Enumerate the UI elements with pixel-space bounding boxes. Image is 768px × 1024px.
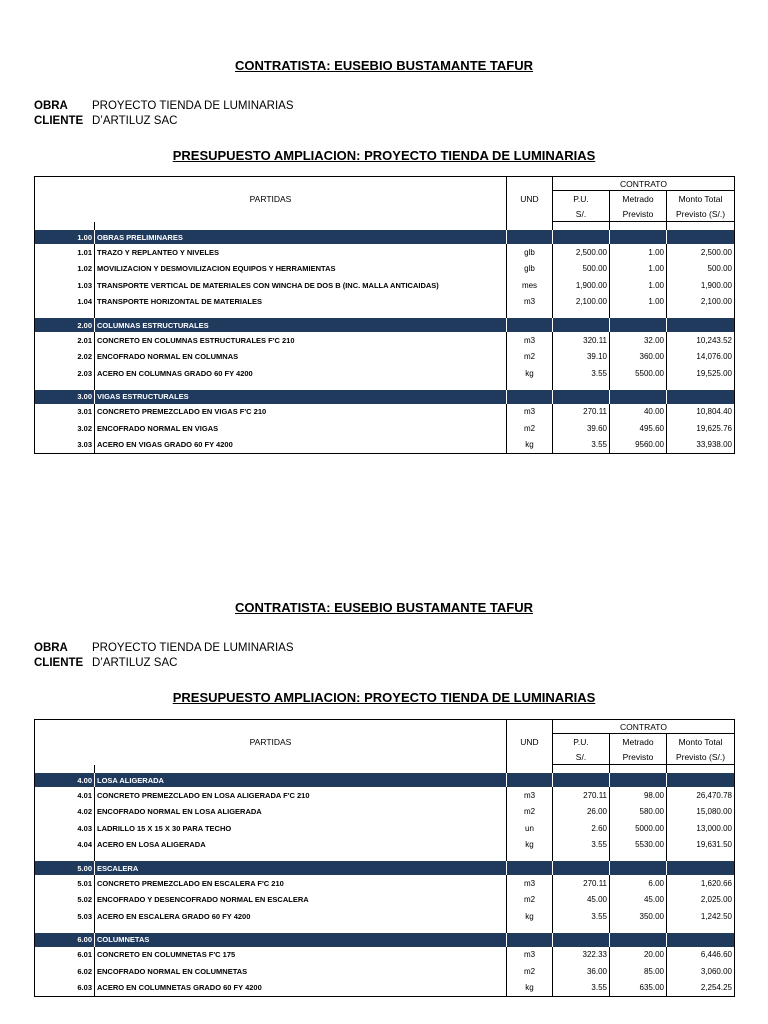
gap-cell <box>95 382 507 390</box>
item-description: LADRILLO 15 X 15 X 30 PARA TECHO <box>95 820 507 837</box>
item-code: 2.03 <box>35 365 95 382</box>
section-code: 5.00 <box>35 861 95 875</box>
gap-cell <box>95 853 507 861</box>
section-empty-cell <box>553 230 610 244</box>
section-empty-cell <box>610 933 667 947</box>
item-description: CONCRETO EN COLUMNAS ESTRUCTURALES F'C 210 <box>95 332 507 349</box>
table-row <box>35 980 735 997</box>
item-quantity: 5530.00 <box>610 837 667 854</box>
gap-cell <box>553 853 610 861</box>
spacer-cell <box>553 222 610 231</box>
header-metrado-sub: Previsto <box>610 749 667 765</box>
item-description: CONCRETO PREMEZCLADO EN ESCALERA F'C 210 <box>95 875 507 892</box>
table-row <box>35 261 735 278</box>
table-row <box>35 908 735 925</box>
header-pu-unit: S/. <box>553 749 610 765</box>
obra-label: OBRA <box>34 642 68 654</box>
section-empty-cell <box>507 318 553 332</box>
spacer-cell <box>553 765 610 774</box>
gap-cell <box>507 382 553 390</box>
section-empty-cell <box>667 933 735 947</box>
spacer-cell <box>95 222 507 231</box>
item-total: 6,446.60 <box>667 947 735 964</box>
item-unit-price: 322.33 <box>553 947 610 964</box>
contractor-title: CONTRATISTA: EUSEBIO BUSTAMANTE TAFUR <box>234 600 534 615</box>
spacer-cell <box>35 222 95 231</box>
item-quantity: 1.00 <box>610 244 667 261</box>
item-code: 5.01 <box>35 875 95 892</box>
gap-cell <box>667 382 735 390</box>
section-empty-cell <box>553 933 610 947</box>
obra-value: PROYECTO TIENDA DE LUMINARIAS <box>92 100 294 112</box>
item-total: 1,620.66 <box>667 875 735 892</box>
item-unit-price: 26.00 <box>553 804 610 821</box>
section-row <box>35 390 735 404</box>
item-total: 13,000.00 <box>667 820 735 837</box>
item-total: 2,100.00 <box>667 294 735 311</box>
section-row <box>35 861 735 875</box>
item-unit: glb <box>507 244 553 261</box>
item-code: 3.01 <box>35 404 95 421</box>
section-empty-cell <box>610 861 667 875</box>
item-quantity: 5000.00 <box>610 820 667 837</box>
item-total: 10,804.40 <box>667 404 735 421</box>
gap-cell <box>553 925 610 933</box>
budget-title: PRESUPUESTO AMPLIACION: PROYECTO TIENDA DE LUMINARIAS <box>172 148 596 163</box>
item-quantity: 45.00 <box>610 892 667 909</box>
item-unit-price: 3.55 <box>553 908 610 925</box>
item-description: TRAZO Y REPLANTEO Y NIVELES <box>95 244 507 261</box>
item-quantity: 6.00 <box>610 875 667 892</box>
item-unit: m3 <box>507 294 553 311</box>
header-metrado-sub: Previsto <box>610 206 667 222</box>
header-pu-unit: S/. <box>553 206 610 222</box>
gap-cell <box>553 382 610 390</box>
header-contrato: CONTRATO <box>553 177 735 191</box>
item-unit: kg <box>507 365 553 382</box>
item-description: ENCOFRADO NORMAL EN VIGAS <box>95 420 507 437</box>
item-unit-price: 500.00 <box>553 261 610 278</box>
gap-cell <box>35 310 95 318</box>
header-monto-sub: Previsto (S/.) <box>667 749 735 765</box>
table-row <box>35 365 735 382</box>
section-row <box>35 933 735 947</box>
item-unit: kg <box>507 837 553 854</box>
section-empty-cell <box>553 390 610 404</box>
spacer-cell <box>95 765 507 774</box>
item-unit-price: 45.00 <box>553 892 610 909</box>
item-unit: un <box>507 820 553 837</box>
section-code: 1.00 <box>35 230 95 244</box>
item-unit: kg <box>507 980 553 997</box>
section-empty-cell <box>507 230 553 244</box>
item-quantity: 1.00 <box>610 261 667 278</box>
section-code: 6.00 <box>35 933 95 947</box>
item-total: 1,242.50 <box>667 908 735 925</box>
spacer-cell <box>610 222 667 231</box>
item-total: 1,900.00 <box>667 277 735 294</box>
item-unit: glb <box>507 261 553 278</box>
header-monto: Monto Total <box>667 191 735 207</box>
section-empty-cell <box>667 861 735 875</box>
item-total: 15,080.00 <box>667 804 735 821</box>
item-code: 3.03 <box>35 437 95 454</box>
table-row <box>35 947 735 964</box>
item-description: ENCOFRADO NORMAL EN LOSA ALIGERADA <box>95 804 507 821</box>
item-unit-price: 1,900.00 <box>553 277 610 294</box>
gap-cell <box>35 853 95 861</box>
item-unit: mes <box>507 277 553 294</box>
item-code: 6.01 <box>35 947 95 964</box>
item-quantity: 40.00 <box>610 404 667 421</box>
item-unit: m3 <box>507 875 553 892</box>
gap-cell <box>507 853 553 861</box>
item-total: 14,076.00 <box>667 349 735 366</box>
item-code: 5.02 <box>35 892 95 909</box>
section-empty-cell <box>667 230 735 244</box>
gap-cell <box>553 310 610 318</box>
section-empty-cell <box>610 230 667 244</box>
header-partidas: PARTIDAS <box>35 177 507 222</box>
item-unit: kg <box>507 908 553 925</box>
item-unit: m3 <box>507 332 553 349</box>
item-quantity: 360.00 <box>610 349 667 366</box>
project-info <box>34 99 294 129</box>
item-description: ACERO EN ESCALERA GRADO 60 FY 4200 <box>95 908 507 925</box>
spacer-cell <box>507 222 553 231</box>
item-total: 2,500.00 <box>667 244 735 261</box>
gap-cell <box>35 925 95 933</box>
gap-cell <box>667 925 735 933</box>
section-name: ESCALERA <box>95 861 507 875</box>
item-unit-price: 36.00 <box>553 963 610 980</box>
item-code: 1.03 <box>35 277 95 294</box>
item-code: 4.03 <box>35 820 95 837</box>
section-empty-cell <box>667 773 735 787</box>
item-total: 19,631.50 <box>667 837 735 854</box>
item-total: 26,470.78 <box>667 787 735 804</box>
section-name: LOSA ALIGERADA <box>95 773 507 787</box>
table-row <box>35 294 735 311</box>
header-metrado: Metrado <box>610 191 667 207</box>
item-quantity: 32.00 <box>610 332 667 349</box>
section-name: COLUMNAS ESTRUCTURALES <box>95 318 507 332</box>
item-total: 3,060.00 <box>667 963 735 980</box>
gap-cell <box>667 310 735 318</box>
item-quantity: 5500.00 <box>610 365 667 382</box>
section-name: OBRAS PRELIMINARES <box>95 230 507 244</box>
spacer-cell <box>507 765 553 774</box>
item-quantity: 9560.00 <box>610 437 667 454</box>
header-monto: Monto Total <box>667 734 735 750</box>
header-metrado: Metrado <box>610 734 667 750</box>
section-empty-cell <box>610 773 667 787</box>
item-quantity: 1.00 <box>610 294 667 311</box>
item-unit-price: 270.11 <box>553 787 610 804</box>
item-unit: m2 <box>507 420 553 437</box>
section-row <box>35 318 735 332</box>
item-code: 2.02 <box>35 349 95 366</box>
item-description: ACERO EN COLUMNETAS GRADO 60 FY 4200 <box>95 980 507 997</box>
budget-title: PRESUPUESTO AMPLIACION: PROYECTO TIENDA DE LUMINARIAS <box>172 690 596 705</box>
table-row <box>35 787 735 804</box>
item-unit: m3 <box>507 787 553 804</box>
item-quantity: 580.00 <box>610 804 667 821</box>
table-row <box>35 332 735 349</box>
budget-table <box>34 719 735 997</box>
item-unit-price: 3.55 <box>553 437 610 454</box>
obra-label: OBRA <box>34 100 68 112</box>
item-unit: m2 <box>507 963 553 980</box>
item-description: ENCOFRADO NORMAL EN COLUMNAS <box>95 349 507 366</box>
item-total: 2,025.00 <box>667 892 735 909</box>
item-description: ACERO EN LOSA ALIGERADA <box>95 837 507 854</box>
item-total: 19,525.00 <box>667 365 735 382</box>
item-unit-price: 39.10 <box>553 349 610 366</box>
section-row <box>35 773 735 787</box>
table-row <box>35 420 735 437</box>
section-empty-cell <box>553 773 610 787</box>
item-description: TRANSPORTE VERTICAL DE MATERIALES CON WINCHA DE DOS B (INC. MALLA ANTICAIDAS) <box>95 277 507 294</box>
item-total: 10,243.52 <box>667 332 735 349</box>
item-unit: m2 <box>507 349 553 366</box>
item-total: 500.00 <box>667 261 735 278</box>
item-description: ACERO EN COLUMNAS GRADO 60 FY 4200 <box>95 365 507 382</box>
section-empty-cell <box>507 861 553 875</box>
section-code: 4.00 <box>35 773 95 787</box>
spacer-cell <box>35 765 95 774</box>
contractor-title: CONTRATISTA: EUSEBIO BUSTAMANTE TAFUR <box>234 58 534 73</box>
section-code: 3.00 <box>35 390 95 404</box>
item-code: 1.02 <box>35 261 95 278</box>
item-unit: m3 <box>507 947 553 964</box>
table-row <box>35 404 735 421</box>
item-description: ENCOFRADO Y DESENCOFRADO NORMAL EN ESCALERA <box>95 892 507 909</box>
item-unit-price: 39.60 <box>553 420 610 437</box>
item-code: 4.01 <box>35 787 95 804</box>
gap-cell <box>95 925 507 933</box>
section-empty-cell <box>507 390 553 404</box>
item-unit-price: 2,100.00 <box>553 294 610 311</box>
budget-table <box>34 176 735 454</box>
item-quantity: 350.00 <box>610 908 667 925</box>
item-description: ENCOFRADO NORMAL EN COLUMNETAS <box>95 963 507 980</box>
item-quantity: 98.00 <box>610 787 667 804</box>
table-row <box>35 837 735 854</box>
item-code: 4.02 <box>35 804 95 821</box>
item-quantity: 635.00 <box>610 980 667 997</box>
section-empty-cell <box>667 318 735 332</box>
cliente-label: CLIENTE <box>34 657 84 669</box>
header-pu: P.U. <box>553 734 610 750</box>
header-pu: P.U. <box>553 191 610 207</box>
gap-cell <box>610 310 667 318</box>
table-row <box>35 963 735 980</box>
table-row <box>35 277 735 294</box>
item-unit-price: 2,500.00 <box>553 244 610 261</box>
item-code: 1.01 <box>35 244 95 261</box>
cliente-value: D’ARTILUZ SAC <box>92 115 178 127</box>
table-row <box>35 892 735 909</box>
header-partidas: PARTIDAS <box>35 720 507 765</box>
item-description: CONCRETO EN COLUMNETAS F'C 175 <box>95 947 507 964</box>
gap-cell <box>507 925 553 933</box>
section-empty-cell <box>507 773 553 787</box>
item-code: 6.02 <box>35 963 95 980</box>
item-unit-price: 270.11 <box>553 404 610 421</box>
section-empty-cell <box>667 390 735 404</box>
gap-cell <box>95 310 507 318</box>
item-unit-price: 3.55 <box>553 980 610 997</box>
item-unit: m3 <box>507 404 553 421</box>
item-total: 33,938.00 <box>667 437 735 454</box>
gap-cell <box>667 853 735 861</box>
item-quantity: 495.60 <box>610 420 667 437</box>
item-description: TRANSPORTE HORIZONTAL DE MATERIALES <box>95 294 507 311</box>
item-code: 4.04 <box>35 837 95 854</box>
item-code: 2.01 <box>35 332 95 349</box>
table-row <box>35 820 735 837</box>
cliente-value: D’ARTILUZ SAC <box>92 657 178 669</box>
item-unit: kg <box>507 437 553 454</box>
section-name: COLUMNETAS <box>95 933 507 947</box>
item-total: 19,625.76 <box>667 420 735 437</box>
item-unit-price: 2.60 <box>553 820 610 837</box>
header-und: UND <box>507 177 553 222</box>
table-row <box>35 349 735 366</box>
item-quantity: 85.00 <box>610 963 667 980</box>
item-total: 2,254.25 <box>667 980 735 997</box>
section-empty-cell <box>507 933 553 947</box>
item-unit-price: 320.11 <box>553 332 610 349</box>
gap-cell <box>507 310 553 318</box>
item-description: ACERO EN VIGAS GRADO 60 FY 4200 <box>95 437 507 454</box>
spacer-cell <box>667 765 735 774</box>
item-code: 6.03 <box>35 980 95 997</box>
item-description: CONCRETO PREMEZCLADO EN LOSA ALIGERADA F'C 210 <box>95 787 507 804</box>
section-empty-cell <box>610 318 667 332</box>
header-contrato: CONTRATO <box>553 720 735 734</box>
item-description: CONCRETO PREMEZCLADO EN VIGAS F'C 210 <box>95 404 507 421</box>
section-code: 2.00 <box>35 318 95 332</box>
spacer-cell <box>610 765 667 774</box>
gap-cell <box>610 382 667 390</box>
spacer-cell <box>667 222 735 231</box>
table-row <box>35 244 735 261</box>
gap-cell <box>610 853 667 861</box>
section-empty-cell <box>553 861 610 875</box>
obra-value: PROYECTO TIENDA DE LUMINARIAS <box>92 642 294 654</box>
gap-cell <box>610 925 667 933</box>
section-empty-cell <box>610 390 667 404</box>
table-row <box>35 804 735 821</box>
table-row <box>35 437 735 454</box>
item-unit-price: 3.55 <box>553 837 610 854</box>
item-quantity: 1.00 <box>610 277 667 294</box>
section-row <box>35 230 735 244</box>
item-unit: m2 <box>507 892 553 909</box>
item-description: MOVILIZACION Y DESMOVILIZACION EQUIPOS Y HERRAMIENTAS <box>95 261 507 278</box>
gap-cell <box>35 382 95 390</box>
item-unit-price: 270.11 <box>553 875 610 892</box>
item-code: 5.03 <box>35 908 95 925</box>
section-name: VIGAS ESTRUCTURALES <box>95 390 507 404</box>
cliente-label: CLIENTE <box>34 115 84 127</box>
item-unit-price: 3.55 <box>553 365 610 382</box>
item-code: 1.04 <box>35 294 95 311</box>
item-unit: m2 <box>507 804 553 821</box>
header-monto-sub: Previsto (S/.) <box>667 206 735 222</box>
item-code: 3.02 <box>35 420 95 437</box>
project-info <box>34 641 294 671</box>
header-und: UND <box>507 720 553 765</box>
table-row <box>35 875 735 892</box>
section-empty-cell <box>553 318 610 332</box>
item-quantity: 20.00 <box>610 947 667 964</box>
